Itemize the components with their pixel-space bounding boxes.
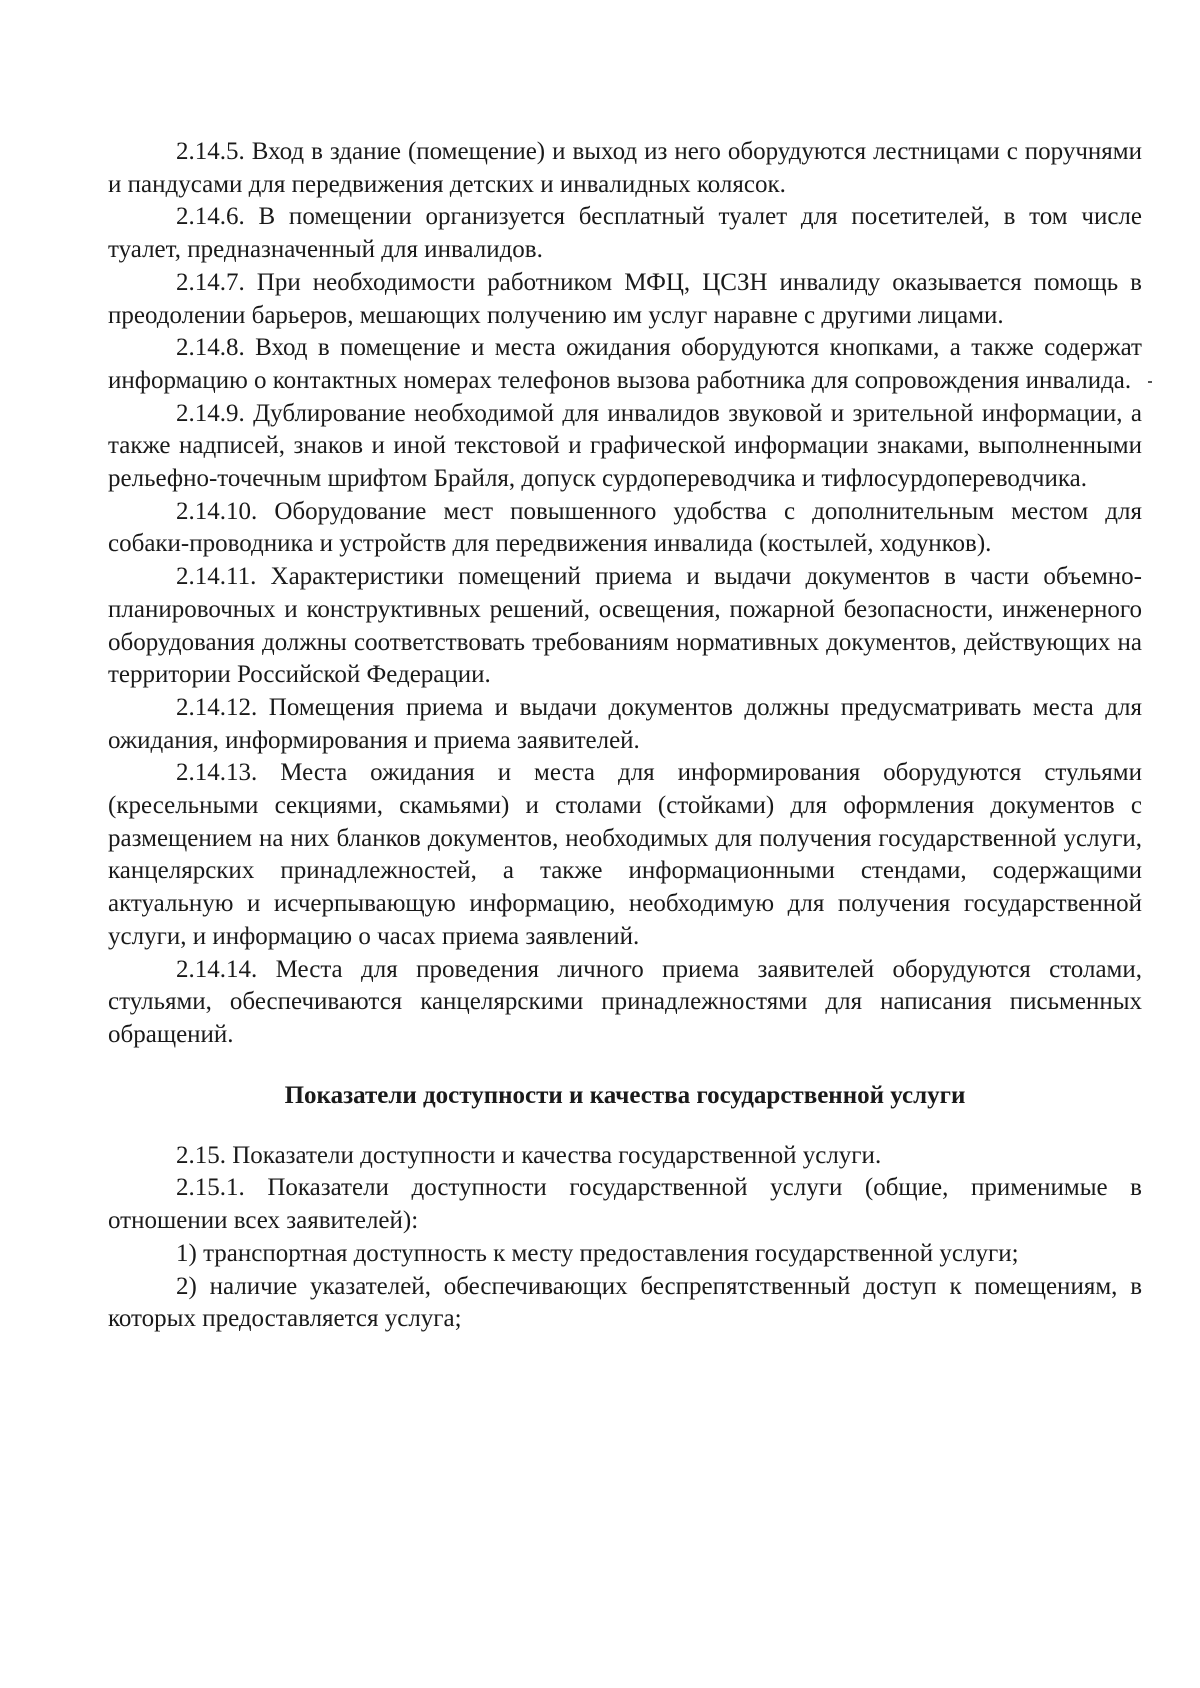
section-heading: Показатели доступности и качества государственной услуги bbox=[284, 1081, 966, 1109]
paragraph-2-14-10: 2.14.10. Оборудование мест повышенного удобства с дополнительным местом для собаки-проводника и устройств для передвижения инвалида (костылей, ходунков). bbox=[108, 497, 1142, 558]
list-item-2: 2) наличие указателей, обеспечивающих беспрепятственный доступ к помещениям, в которых предоставляется услуга; bbox=[108, 1272, 1142, 1333]
list-item-1: 1) транспортная доступность к месту предоставления государственной услуги; bbox=[176, 1239, 1019, 1267]
paragraph-2-14-14: 2.14.14. Места для проведения личного приема заявителей оборудуются столами, стульями, обеспечиваются канцелярскими принадлежностями для написания письменных обращений. bbox=[108, 955, 1142, 1048]
paragraph-2-14-6: 2.14.6. В помещении организуется бесплатный туалет для посетителей, в том числе туалет, предназначенный для инвалидов. bbox=[108, 203, 1142, 264]
paragraph-2-15: 2.15. Показатели доступности и качества государственной услуги. bbox=[176, 1141, 882, 1169]
paragraph-2-14-12: 2.14.12. Помещения приема и выдачи документов должны предусматривать места для ожидания, информирования и приема заявителей. bbox=[108, 693, 1142, 754]
paragraph-2-14-13: 2.14.13. Места ожидания и места для информирования оборудуются стульями (кресельными секциями, скамьями) и столами (стойками) для оформления документов с размещением на них бланков документов, необходимых для получения государственной услуги, канцелярских принадлежностей, а также информационными стендами, содержащими актуальную и исчерпывающую информацию, необходимую для получения государственной услуги, и информацию о часах приема заявлений. bbox=[108, 759, 1142, 950]
paragraph-2-15-1: 2.15.1. Показатели доступности государственной услуги (общие, применимые в отношении всех заявителей): bbox=[108, 1174, 1142, 1235]
paragraph-2-14-9: 2.14.9. Дублирование необходимой для инвалидов звуковой и зрительной информации, а также надписей, знаков и иной текстовой и графической информации знаками, выполненными рельефно-точечным шрифтом Брайля, допуск сурдопереводчика и тифлосурдопереводчика. bbox=[108, 399, 1142, 493]
paragraph-2-14-11: 2.14.11. Характеристики помещений приема и выдачи документов в части объемно-планировочных и конструктивных решений, освещения, пожарной безопасности, инженерного оборудования должны соответствовать требованиям нормативных документов, действующих на территории Российской Федерации. bbox=[108, 563, 1142, 689]
scan-speck bbox=[1148, 381, 1152, 383]
document-page bbox=[108, 136, 1142, 1336]
paragraph-2-14-8: 2.14.8. Вход в помещение и места ожидания оборудуются кнопками, а также содержат информацию о контактных номерах телефонов вызова работника для сопровождения инвалида. bbox=[108, 334, 1142, 394]
paragraph-2-14-5: 2.14.5. Вход в здание (помещение) и выход из него оборудуются лестницами с поручнями и пандусами для передвижения детских и инвалидных колясок. bbox=[108, 138, 1142, 198]
paragraph-2-14-7: 2.14.7. При необходимости работником МФЦ, ЦСЗН инвалиду оказывается помощь в преодолении барьеров, мешающих получению им услуг наравне с другими лицами. bbox=[108, 268, 1142, 329]
